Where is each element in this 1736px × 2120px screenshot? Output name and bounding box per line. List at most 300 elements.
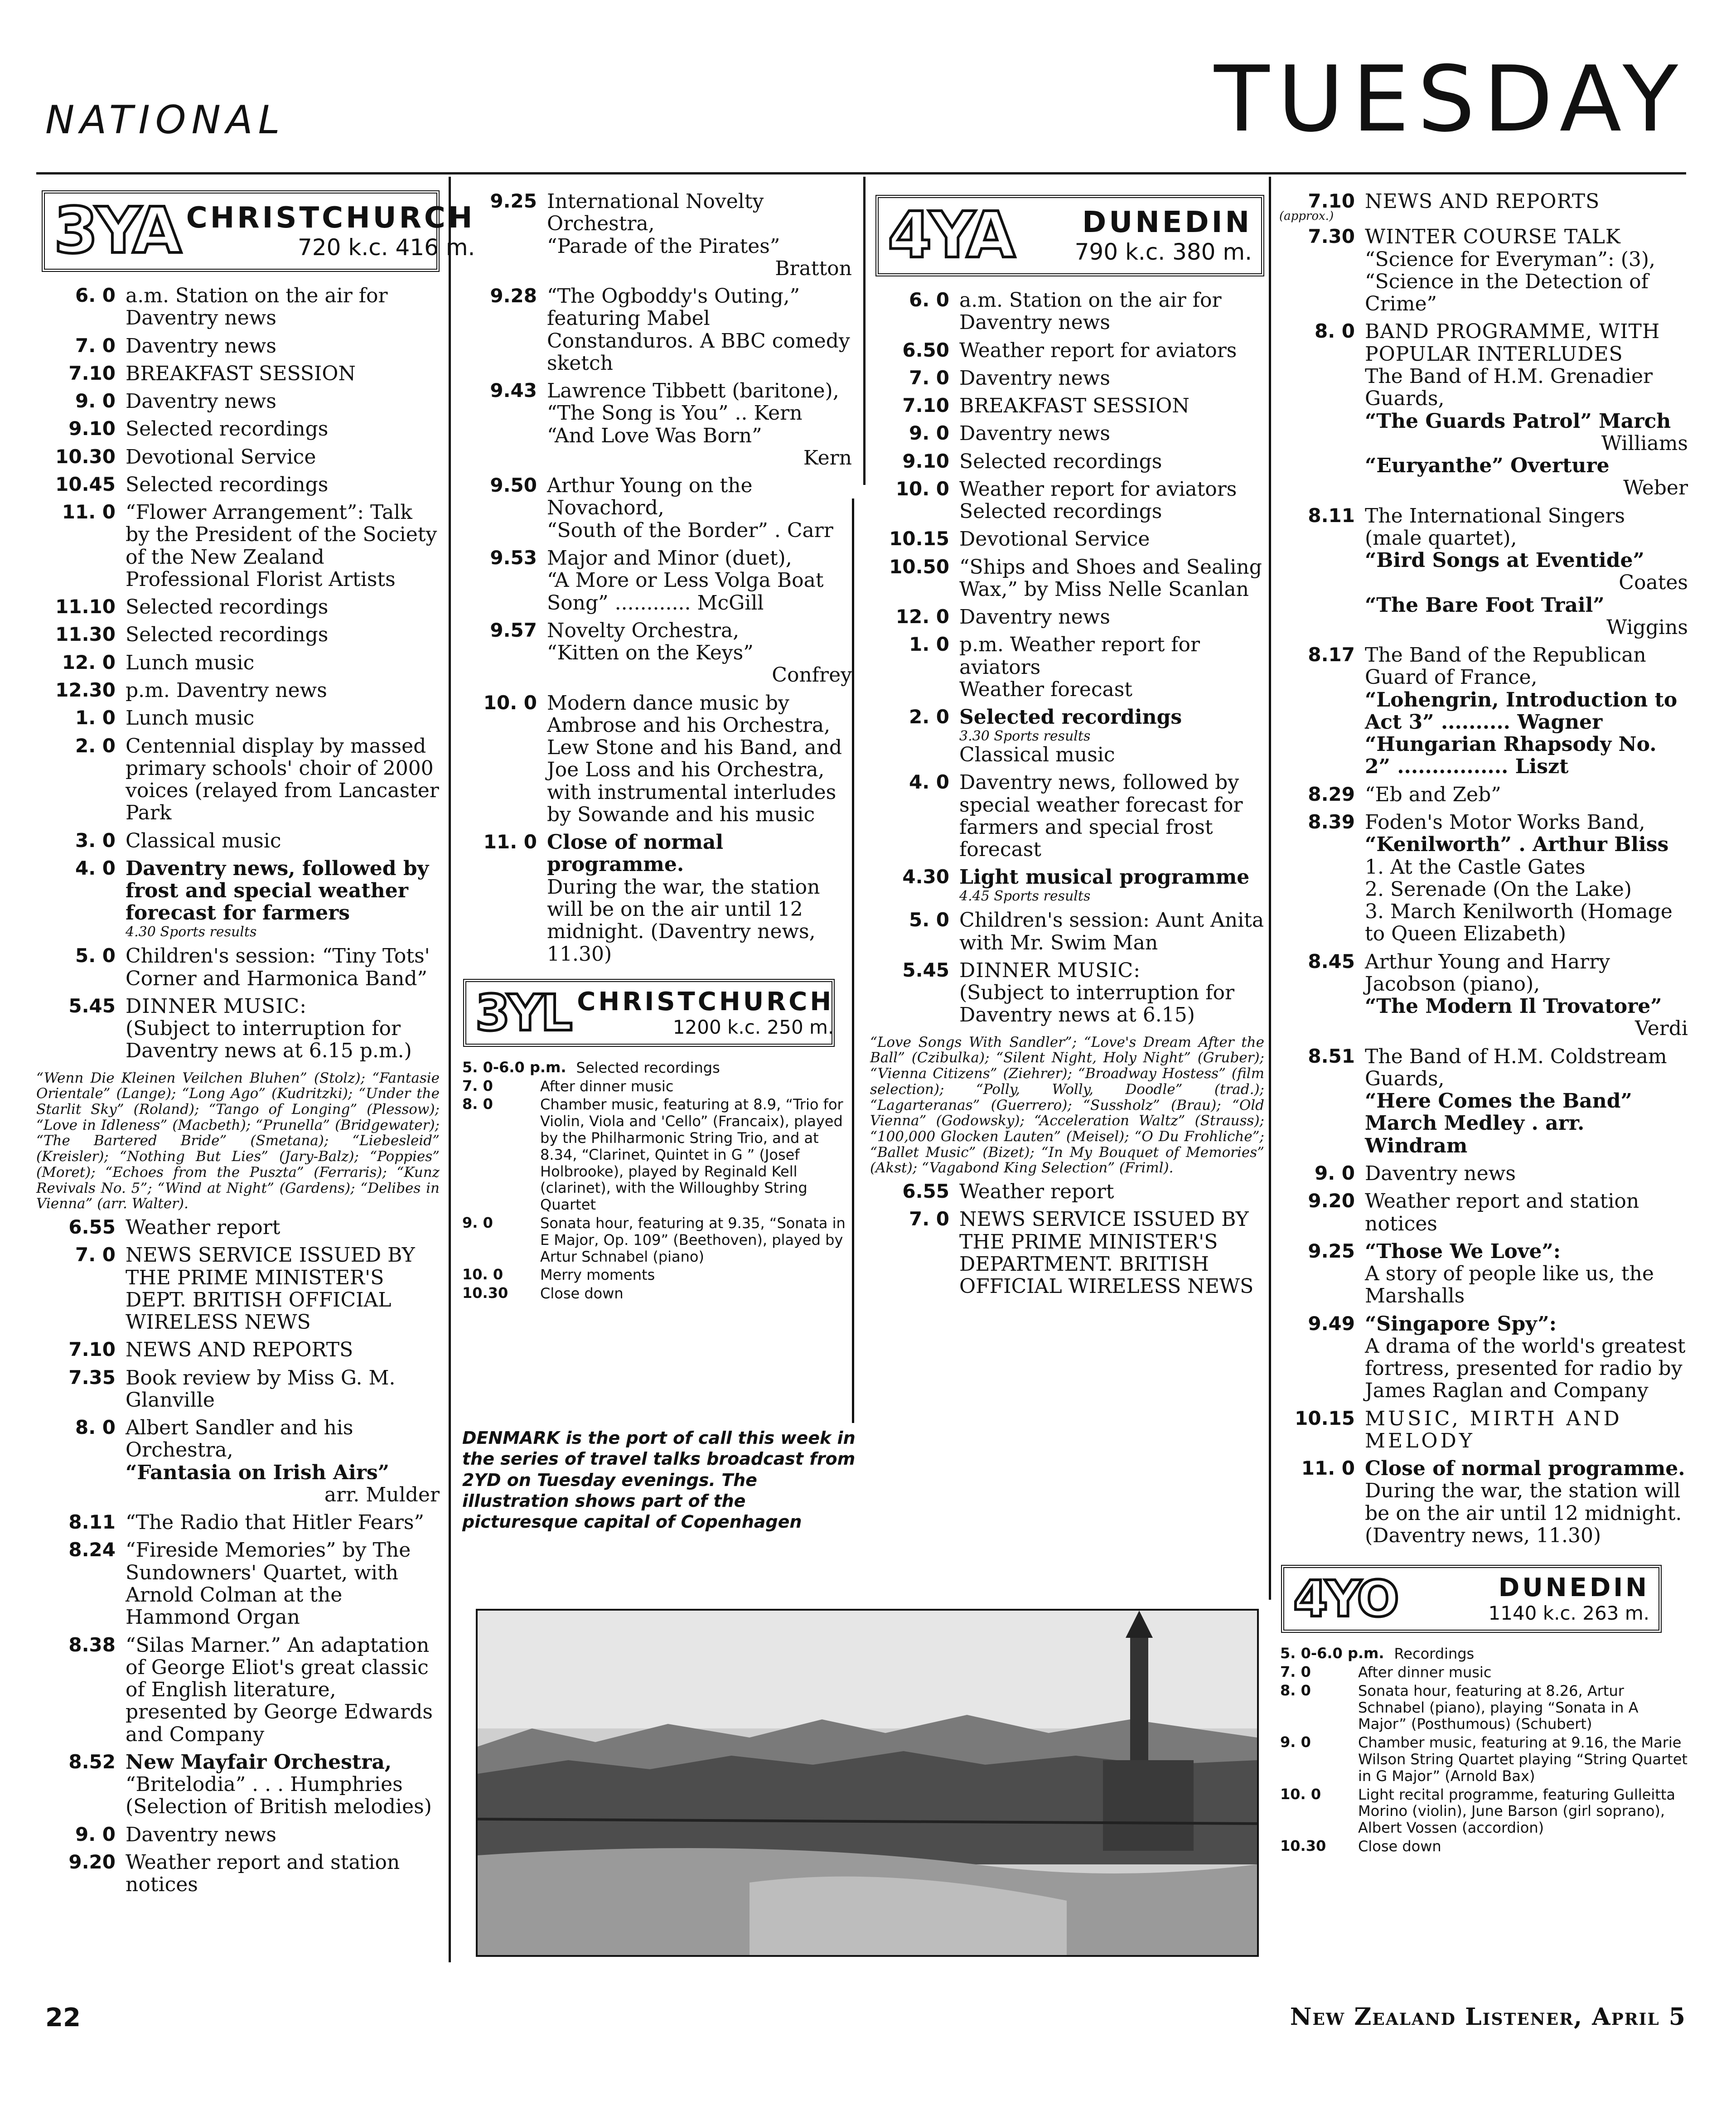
time: 10.15 [889,528,949,550]
programme-item [870,528,1264,550]
station-banner-3yl [463,979,835,1047]
description: Selected recordings [126,595,329,619]
description-line: 3. March Kenilworth (Homage to Queen Elizabeth) [1365,900,1673,946]
programme-item [458,831,852,965]
programme-item [458,1285,852,1302]
description-line: “Britelodia” . . . Humphries (Selection of British melodies) [126,1773,432,1819]
programme-item [458,620,852,687]
description: Weather report for aviators [959,477,1237,501]
description: “Ships and Shoes and Sealing Wax,” by Miss Nelle Scanlan [959,555,1262,601]
description-line: A story of people like us, the Marshalls [1365,1262,1654,1308]
description: After dinner music [540,1077,674,1095]
column-rule [449,177,451,1962]
time: 8.38 [68,1633,116,1656]
description: Selected recordings [959,706,1182,729]
time: 8.11 [68,1511,116,1534]
description: Devotional Service [959,528,1150,551]
station-frequency: 790 k.c. 380 m. [1074,238,1252,265]
time: 7. 0 [75,334,116,357]
column-3ya-cont [458,190,852,1304]
time: 5. 0-6.0 p.m. [462,1058,566,1076]
time: 10.50 [889,555,949,578]
programme-item [36,335,440,357]
description: NEWS AND REPORTS [126,1338,353,1362]
description: WINTER COURSE TALK [1365,225,1621,249]
programme-item [36,363,440,385]
description: BAND PROGRAMME, WITH POPULAR INTERLUDES [1365,320,1660,366]
description: Light recital programme, featuring Gulleitta Morino (violin), June Barson (girl soprano), Albert Vossen (accordion) [1358,1786,1676,1837]
programme-item [1276,226,1688,315]
time: 4. 0 [75,857,116,879]
composer: Coates [1619,571,1688,595]
description-line: “And Love Was Born” [547,424,762,447]
description: Weather report and station notices [1365,1190,1639,1235]
programme-item [1276,1734,1688,1784]
programme-item [36,1244,440,1333]
time: 9.10 [902,450,949,472]
description: Sonata hour, featuring at 9.35, “Sonata in E Major, Op. 109” (Beethoven), played by Artur Schnabel (piano) [540,1214,846,1265]
programme-item [36,474,440,496]
description-line: “Kitten on the Keys” [547,641,754,665]
description: “Silas Marner.” An adaptation of George Eliot's great classic of English literature, presented by George Edwards and Company [126,1633,433,1746]
description-line: “The Modern Il Trovatore” [1365,995,1662,1018]
station-banner-4yo [1281,1565,1662,1633]
schedule-3yl [458,1060,852,1302]
time: 6. 0 [75,284,116,306]
time: 9.49 [1308,1312,1355,1335]
time: 10. 0 [1280,1785,1321,1803]
description-line: “The Song is You” .. Kern [547,402,803,425]
programme-item [870,478,1264,523]
programme-item [458,1078,852,1095]
programme-item [36,1824,440,1846]
description: a.m. Station on the air for Daventry news [959,289,1222,334]
programme-item [1276,1313,1688,1402]
photo-caption: DENMARK is the port of call this week in the series of travel talks broadcast from 2YD on Tuesday evenings. The illustration shows part of the picturesque capital of Copenhagen [462,1428,856,1532]
programme-item [36,995,440,1062]
time: 8. 0 [1280,1681,1311,1699]
time: 7. 0 [909,1208,949,1230]
programme-item [458,474,852,542]
programme-item [36,1634,440,1746]
description: Close down [1358,1838,1441,1855]
programme-item [458,1267,852,1283]
sub-note: 3.30 Sports results [959,728,1091,744]
time: 1. 0 [75,707,116,729]
day-heading: TUESDAY [1214,47,1686,152]
time: 8.24 [68,1539,116,1561]
programme-item [36,418,440,440]
description-line: The Band of H.M. Grenadier Guards, [1365,364,1653,411]
description: Arthur Young and Harry Jacobson (piano), [1365,950,1610,996]
time: 9.53 [490,546,537,569]
time: 12. 0 [895,605,949,628]
callsign: 4YA [888,198,1013,272]
programme-item [458,1096,852,1213]
programme-item [458,692,852,826]
section-label: NATIONAL [45,97,285,143]
description: After dinner music [1358,1664,1492,1681]
description-line: “Fantasia on Irish Airs” [126,1461,390,1484]
programme-item [1276,1664,1688,1681]
programme-item [870,367,1264,389]
description: Daventry news, followed by special weather forecast for farmers and special frost forecast [959,771,1243,862]
copenhagen-photo [476,1609,1259,1957]
time: 11.30 [55,623,116,646]
description: Merry moments [540,1266,655,1284]
programme-item [36,501,440,591]
programme-item [870,1208,1264,1297]
time: 9. 0 [462,1214,493,1231]
callsign: 3YA [54,194,179,268]
programme-item [1276,320,1688,499]
composer: Weber [1623,476,1688,500]
description: Lunch music [126,651,255,674]
description: NEWS SERVICE ISSUED BY THE PRIME MINISTER'S DEPARTMENT. BRITISH OFFICIAL WIRELESS NEWS [959,1208,1254,1298]
time: 8. 0 [1314,320,1355,343]
time: 5.45 [902,958,949,981]
programme-item [1276,1786,1688,1836]
station-banner-3ya [42,190,475,272]
description: International Novelty Orchestra, [547,190,764,236]
time: 9.43 [490,379,537,402]
time: 4. 0 [909,771,949,794]
time: 10. 0 [462,1266,503,1283]
description: Foden's Motor Works Band, [1365,811,1645,834]
sub-note: (approx.) [1279,209,1334,223]
description-line: “Kenilworth” . Arthur Bliss [1365,833,1669,857]
programme-item [36,679,440,702]
programme-item [36,446,440,468]
programme-item [1276,1045,1688,1157]
time: 9.20 [1308,1190,1355,1212]
callsign: 4YO [1293,1570,1397,1628]
description: Children's session: Aunt Anita with Mr. Swim Man [959,909,1264,954]
programme-item [36,857,440,939]
description: “Eb and Zeb” [1365,783,1501,806]
description: Daventry news [126,1823,276,1846]
dinner-music-list: “Wenn Die Kleinen Veilchen Bluhen” (Stolz); “Fantasie Orientale” (Lange); “Long Ago” (Kudritzki); “Under the Starlit Sky” (Roland); “Tango of Longing” (Plessow); “Love in Idleness” (Macbeth); “Prunella” (Bridgewater); “The Bartered Bride” (Smetana); “Liebesleid” (Kreisler); “Nothing But Lies” (Jary-Balz); “Poppies” (Moret); “Echoes from the Puszta” (Ferraris); “Kunz Revivals No. 5”; “Wind at Night” (Gardens); “Delibes in Vienna” (arr. Walter). [36,1070,440,1212]
description: Weather report and station notices [126,1850,400,1897]
publication-title: New Zealand Listener, April 5 [1290,2003,1686,2031]
description: Daventry news [126,334,276,358]
time: 7.10 [68,362,116,384]
programme-item [36,1539,440,1628]
programme-item [1276,1190,1688,1235]
description: Weather report for aviators [959,339,1237,362]
composer: Wiggins [1606,615,1688,639]
description: Book review by Miss G. M. Glanville [126,1366,396,1412]
programme-item [1276,784,1688,806]
programme-item [870,556,1264,601]
programme-item [36,735,440,824]
time: 7. 0 [1280,1663,1311,1681]
programme-item [36,1339,440,1361]
time: 4.30 [902,866,949,888]
time: 9.25 [1308,1239,1355,1262]
programme-item [870,1181,1264,1203]
description-line: “Lohengrin, Introduction to Act 3” .......... Wagner [1365,688,1678,734]
description: NEWS SERVICE ISSUED BY THE PRIME MINISTER'S DEPT. BRITISH OFFICIAL WIRELESS NEWS [126,1244,415,1334]
time: 8.29 [1308,783,1355,805]
description: Children's session: “Tiny Tots' Corner and Harmonica Band” [126,944,430,990]
station-city: DUNEDIN [1498,1573,1649,1603]
time: 8.11 [1308,504,1355,527]
description: “Those We Love”: [1365,1239,1561,1263]
description-line: (Subject to interruption for Daventry news at 6.15 p.m.) [126,1017,412,1063]
column-rule [852,499,854,1423]
composer: Verdi [1634,1017,1688,1041]
description-line: Weather forecast [959,678,1132,701]
description: Weather report [126,1216,280,1239]
time: 11.10 [55,595,116,618]
time: 9. 0 [75,1823,116,1845]
column-rule [1269,177,1271,1600]
description-line: (Subject to interruption for Daventry news at 6.15) [959,981,1235,1027]
programme-item [36,652,440,674]
programme-item [870,339,1264,362]
time: 7. 0 [909,366,949,389]
programme-item [870,422,1264,445]
sub-note: 4.30 Sports results [126,924,257,940]
programme-item [1276,1240,1688,1307]
programme-item [1276,1408,1688,1452]
dinner-music-list: “Love Songs With Sandler”; “Love's Dream After the Ball” (Czibulka); “Silent Night, Holy Night” (Gruber); “Vienna Citizens” (Ziehrer); “Broadway Hostess” (film selection); “Polly, Wolly, Doodle” (trad.); “Lagarteranas” (Guerrero); “Sussholz” (Brau); “Old Vienna” (Godowsky); “Acceleration Waltz” (Strauss); “100,000 Glocken Lauten” (Meisel); “O Du Frohliche”; “Ballet Music” (Bizet); “In My Bouquet of Memories” (Akst); “Vagabond King Selection” (Friml). [870,1034,1264,1176]
description: BREAKFAST SESSION [959,394,1190,418]
programme-item [1276,1683,1688,1733]
time: 9. 0 [1280,1733,1311,1751]
description: The Band of H.M. Coldstream Guards, [1365,1045,1667,1090]
time: 8.17 [1308,644,1355,666]
description: DINNER MUSIC: [126,994,307,1018]
programme-item [458,190,852,280]
description: Lawrence Tibbett (baritone), [547,379,839,403]
programme-item [1276,811,1688,945]
description: Daventry news [1365,1162,1516,1185]
city-skyline-image [478,1611,1257,1955]
time: 9. 0 [75,390,116,412]
description: “Flower Arrangement”: Talk by the President of the Society of the New Zealand Professional Florist Artists [126,501,437,591]
composer: Williams [1601,431,1688,455]
time: 7.35 [68,1366,116,1389]
callsign: 3YL [475,983,570,1042]
time: 10.30 [462,1284,508,1302]
time: 8.39 [1308,811,1355,833]
time: 5. 0 [75,944,116,967]
time: 6.50 [902,339,949,361]
composer: Confrey [772,663,852,687]
time: 10.30 [1280,1837,1326,1855]
programme-item [870,395,1264,417]
time: 6.55 [68,1216,116,1239]
description: Close of normal programme. [1365,1457,1685,1481]
programme-item [36,1216,440,1239]
programme-item [458,380,852,469]
time: 10. 0 [483,691,537,714]
time: 7.30 [1308,225,1355,248]
description-line: “Science for Everyman”: (3), “Science in the Detection of Crime” [1365,247,1656,316]
programme-item [870,959,1264,1026]
programme-item [1276,190,1688,213]
programme-item [1276,1838,1688,1855]
programme-item [1276,1162,1688,1185]
time: 9.20 [68,1850,116,1873]
column-4ya [870,190,1264,1303]
description: p.m. Weather report for aviators [959,633,1200,679]
station-city: CHRISTCHURCH [577,987,834,1016]
time: 6.55 [902,1180,949,1203]
time: 9.50 [490,474,537,497]
description: Daventry news [959,366,1110,390]
description: “The Radio that Hitler Fears” [126,1511,424,1534]
description: Classical music [126,829,281,852]
time: 10.15 [1295,1407,1355,1429]
time: 7.10 [1308,190,1355,212]
programme-item [36,1511,440,1534]
description: NEWS AND REPORTS [1365,190,1600,213]
description: Devotional Service [126,445,316,469]
programme-item [870,866,1264,904]
description: Albert Sandler and his Orchestra, [126,1416,353,1462]
description-line: 1. At the Castle Gates [1365,855,1586,879]
description: Novelty Orchestra, [547,619,740,642]
programme-item [36,285,440,329]
composer: Bratton [775,257,852,280]
time: 7.10 [902,394,949,417]
programme-item [870,771,1264,861]
time: 12. 0 [62,651,116,673]
station-banner-4ya [875,195,1264,276]
description: a.m. Station on the air for Daventry news [126,284,388,330]
description: “Singapore Spy”: [1365,1312,1557,1336]
time: 10.45 [55,473,116,495]
programme-item [36,1851,440,1896]
programme-item [36,830,440,852]
time: 9.57 [490,619,537,641]
time: 8.45 [1308,950,1355,973]
description: New Mayfair Orchestra, [126,1750,392,1774]
time: 2. 0 [75,734,116,757]
time: 12.30 [55,678,116,701]
programme-item [36,1751,440,1818]
station-frequency: 720 k.c. 416 m. [298,234,475,261]
time: 5.45 [68,994,116,1017]
time: 8. 0 [75,1416,116,1439]
programme-item [1276,1646,1688,1662]
programme-item [458,1060,852,1076]
description: The Band of the Republican Guard of France, [1365,644,1646,689]
programme-item [870,706,1264,766]
description: Close down [540,1285,624,1302]
time: 8. 0 [462,1095,493,1113]
description: Daventry news [959,422,1110,445]
time: 3. 0 [75,829,116,852]
time: 9.10 [68,417,116,440]
station-city: DUNEDIN [1082,206,1252,240]
time: 8.51 [1308,1045,1355,1067]
programme-item [458,285,852,374]
composer: arr. Mulder [324,1483,440,1506]
time: 7. 0 [462,1077,493,1094]
description: Recordings [1394,1645,1475,1663]
column-3ya [36,190,475,1901]
description: “Fireside Memories” by The Sundowners' Quartet, with Arnold Colman at the Hammond Organ [126,1539,411,1629]
programme-item [36,1417,440,1506]
programme-item [870,450,1264,473]
time: 9. 0 [909,422,949,445]
station-frequency: 1200 k.c. 250 m. [672,1016,834,1038]
description-line: “The Bare Foot Trail” [1365,593,1605,617]
description: Lunch music [126,707,255,730]
description: “The Ogboddy's Outing,” featuring Mabel Constanduros. A BBC comedy sketch [547,285,850,375]
description: Modern dance music by Ambrose and his Orchestra, Lew Stone and his Band, and Joe Loss and his Orchestra, with instrumental interludes by Sowande and his music [547,691,842,826]
programme-item [458,547,852,614]
station-frequency: 1140 k.c. 263 m. [1488,1602,1649,1625]
description-line: “The Guards Patrol” March [1365,409,1671,433]
description-line: “South of the Border” . Carr [547,518,833,542]
column-4ya-cont [1276,190,1688,1857]
time: 9.28 [490,285,537,307]
time: 10.30 [55,445,116,468]
description: Chamber music, featuring at 8.9, “Trio for Violin, Viola and 'Cello” (Francaix), played by the Philharmonic String Trio, and at 8.34, “Clarinet, Quintet in G ” (Josef Holbrooke), played by Reginald Kell (clarinet), with the Willoughby String Quartet [540,1096,843,1214]
description: p.m. Daventry news [126,678,327,702]
composer: Kern [803,446,852,469]
description-line: “Bird Songs at Eventide” [1365,549,1644,572]
programme-item [36,707,440,729]
description-line: “A More or Less Volga Boat Song” ............ McGill [547,569,824,615]
schedule-4yo [1276,1646,1688,1855]
description-line: Classical music [959,743,1115,767]
description: Daventry news [126,390,276,413]
description: Selected recordings [126,623,329,647]
description: Daventry news, followed by frost and special weather forecast for farmers [126,857,429,925]
programme-item [1276,505,1688,639]
description: Major and Minor (duet), [547,546,792,570]
programme-item [458,1215,852,1265]
column-rule [863,177,866,485]
time: 8.52 [68,1750,116,1773]
programme-item [870,634,1264,701]
description-line: Selected recordings [959,500,1162,523]
description: Sonata hour, featuring at 8.26, Artur Schnabel (piano), playing “Sonata in A Major” (Posthumous) (Schubert) [1358,1682,1639,1733]
description: Daventry news [959,605,1110,629]
description: Weather report [959,1180,1114,1204]
time: 9. 0 [1314,1162,1355,1184]
time: 7.10 [68,1338,116,1361]
time: 9.25 [490,190,537,212]
time: 11. 0 [483,831,537,853]
description: DINNER MUSIC: [959,958,1141,982]
description: Selected recordings [959,450,1162,473]
programme-item [1276,951,1688,1040]
description: Selected recordings [576,1059,720,1076]
description: Chamber music, featuring at 9.16, the Marie Wilson String Quartet playing “String Quartet in G Major” (Arnold Bax) [1358,1734,1688,1785]
programme-item [36,390,440,412]
time: 11. 0 [62,501,116,523]
description: Selected recordings [126,473,329,496]
description: Close of normal programme. [547,831,724,876]
programme-item [870,909,1264,954]
time: 2. 0 [909,706,949,728]
sub-note: 4.45 Sports results [959,888,1091,904]
time: 5. 0 [909,909,949,931]
programme-item [1276,1457,1688,1547]
description: The International Singers (male quartet), [1365,504,1625,550]
time: 1. 0 [909,633,949,656]
time: 10. 0 [895,477,949,500]
programme-item [36,945,440,990]
programme-item [1276,644,1688,778]
